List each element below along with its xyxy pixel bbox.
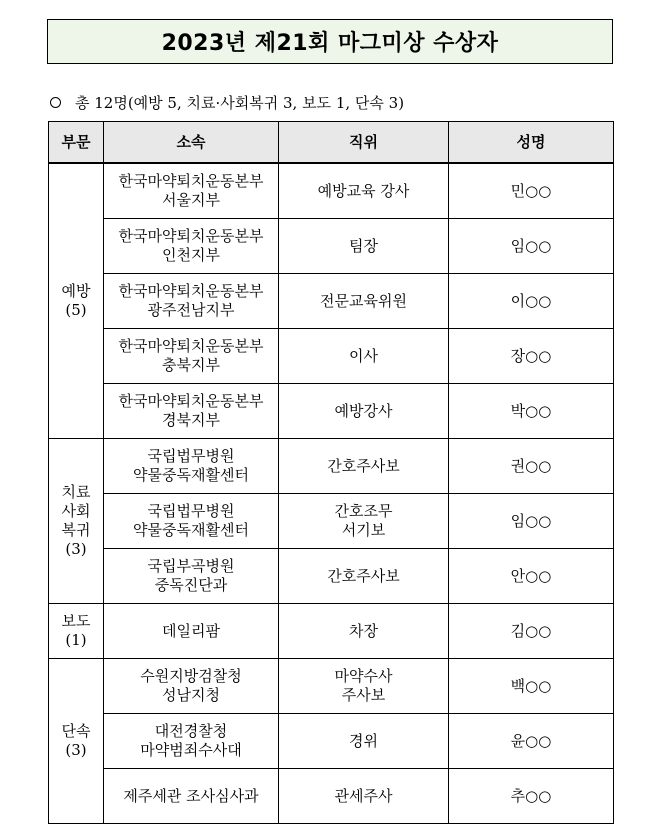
organization-text: 약물중독재활센터: [133, 521, 249, 539]
position-text: 이사: [349, 346, 378, 365]
awardees-table: [48, 121, 614, 824]
division-label: (3): [65, 741, 87, 759]
organization-text: 인천지부: [162, 246, 220, 264]
position-cell: [279, 219, 449, 274]
division-cell: [49, 439, 104, 604]
table-row: [49, 384, 614, 439]
position-cell: [279, 494, 449, 549]
position-cell: [279, 604, 449, 659]
organization-cell: [104, 769, 279, 824]
name-cell: 박○○: [449, 384, 614, 439]
position-cell: [279, 384, 449, 439]
organization-cell: [104, 163, 279, 219]
position-text: 마약수사: [334, 667, 393, 685]
name-cell: 권○○: [449, 439, 614, 494]
table-row: [49, 549, 614, 604]
table-row: [49, 163, 614, 219]
organization-text: 수원지방검찰청: [140, 667, 242, 685]
table-row: [49, 659, 614, 714]
organization-cell: [104, 439, 279, 494]
position-cell: [279, 769, 449, 824]
position-text: 예방강사: [334, 401, 393, 420]
position-text: 경위: [349, 731, 378, 750]
position-cell: [279, 549, 449, 604]
header-organization: 소속: [104, 122, 279, 164]
position-cell: [279, 329, 449, 384]
organization-text: 국립부곡병원: [147, 557, 235, 575]
table-row: [49, 714, 614, 769]
organization-text: 한국마약퇴치운동본부: [118, 227, 264, 245]
position-text: 전문교육위원: [320, 291, 407, 310]
header-name: 성명: [449, 122, 614, 164]
table-header-row: [49, 122, 614, 164]
organization-text: 성남지청: [162, 686, 220, 704]
organization-cell: [104, 714, 279, 769]
table-body: [49, 163, 614, 824]
organization-text: 데일리팜: [162, 621, 220, 640]
name-cell: 이○○: [449, 274, 614, 329]
summary-line: [50, 91, 404, 113]
table-row: [49, 604, 614, 659]
division-label: 예방: [61, 282, 91, 300]
organization-text: 충북지부: [162, 356, 220, 374]
name-cell: 임○○: [449, 219, 614, 274]
organization-text: 서울지부: [162, 191, 220, 209]
name-cell: 백○○: [449, 659, 614, 714]
header-position: 직위: [279, 122, 449, 164]
name-cell: 민○○: [449, 163, 614, 219]
organization-text: 광주전남지부: [147, 301, 235, 319]
organization-text: 국립법무병원: [147, 502, 235, 520]
organization-cell: [104, 384, 279, 439]
table-row: [49, 274, 614, 329]
position-text: 주사보: [341, 686, 386, 704]
organization-cell: [104, 219, 279, 274]
organization-cell: [104, 604, 279, 659]
position-text: 간호조무: [334, 502, 393, 520]
division-label: 복귀: [61, 521, 91, 539]
table-row: [49, 329, 614, 384]
organization-cell: [104, 549, 279, 604]
division-cell: [49, 604, 104, 659]
name-cell: 안○○: [449, 549, 614, 604]
position-text: 차장: [349, 621, 378, 640]
division-label: (3): [65, 540, 87, 558]
name-cell: 장○○: [449, 329, 614, 384]
position-cell: [279, 163, 449, 219]
organization-text: 한국마약퇴치운동본부: [118, 172, 264, 190]
title-banner: [47, 19, 613, 64]
division-label: (5): [65, 301, 87, 319]
division-label: 보도: [61, 612, 91, 630]
page-title: 2023년 제21회 마그미상 수상자: [161, 31, 499, 56]
organization-text: 한국마약퇴치운동본부: [118, 392, 264, 410]
organization-text: 경북지부: [162, 411, 220, 429]
table-row: [49, 494, 614, 549]
position-cell: [279, 714, 449, 769]
header-division: 부문: [49, 122, 104, 164]
organization-text: 제주세관 조사심사과: [123, 786, 259, 805]
name-cell: 임○○: [449, 494, 614, 549]
position-text: 팀장: [349, 236, 378, 255]
organization-text: 국립법무병원: [147, 447, 235, 465]
name-cell: 김○○: [449, 604, 614, 659]
name-cell: 윤○○: [449, 714, 614, 769]
organization-text: 마약범죄수사대: [140, 741, 242, 759]
organization-text: 약물중독재활센터: [133, 466, 249, 484]
summary-text: 총 12명(예방 5, 치료·사회복귀 3, 보도 1, 단속 3): [75, 93, 405, 112]
name-cell: 추○○: [449, 769, 614, 824]
division-label: 사회: [61, 502, 91, 520]
division-cell: [49, 163, 104, 439]
division-label: (1): [65, 631, 87, 649]
division-cell: [49, 659, 104, 824]
position-cell: [279, 659, 449, 714]
organization-text: 한국마약퇴치운동본부: [118, 282, 264, 300]
position-text: 서기보: [341, 521, 386, 539]
position-text: 간호주사보: [327, 566, 400, 585]
division-label: 단속: [61, 722, 91, 740]
position-text: 예방교육 강사: [317, 181, 410, 200]
table-row: [49, 439, 614, 494]
organization-text: 한국마약퇴치운동본부: [118, 337, 264, 355]
position-text: 관세주사: [334, 786, 393, 805]
organization-text: 대전경찰청: [154, 722, 228, 740]
organization-cell: [104, 494, 279, 549]
position-cell: [279, 274, 449, 329]
organization-text: 중독진단과: [154, 576, 228, 594]
division-label: 치료: [61, 483, 91, 501]
circle-bullet-icon: [50, 97, 61, 108]
table-row: [49, 219, 614, 274]
organization-cell: [104, 659, 279, 714]
organization-cell: [104, 329, 279, 384]
position-cell: [279, 439, 449, 494]
position-text: 간호주사보: [327, 456, 400, 475]
table-row: [49, 769, 614, 824]
organization-cell: [104, 274, 279, 329]
